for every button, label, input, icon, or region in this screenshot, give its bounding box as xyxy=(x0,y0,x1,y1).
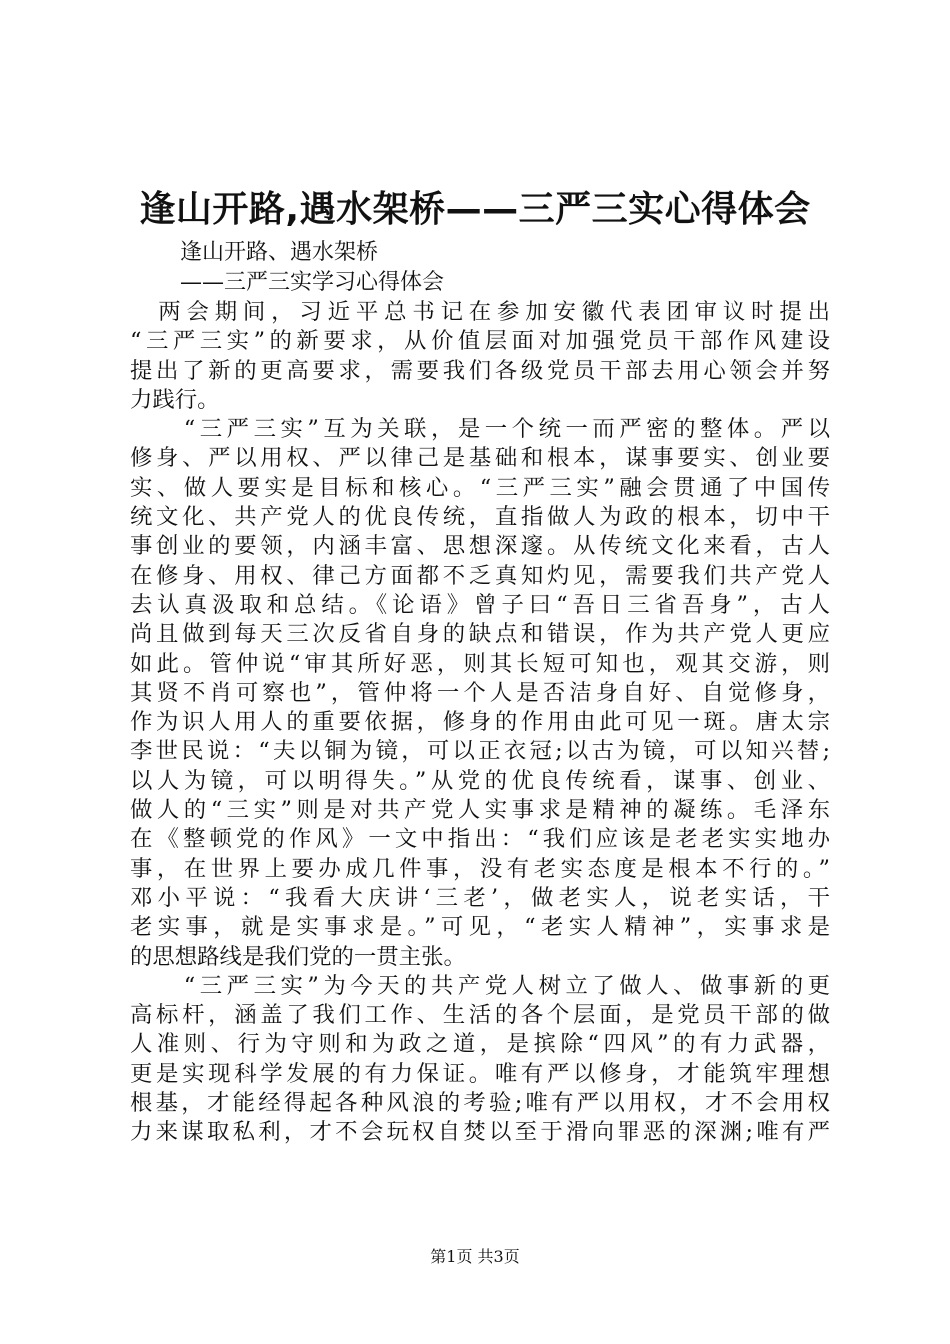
page-footer: 第1页 共3页 xyxy=(430,1247,520,1266)
body-text xyxy=(130,298,830,1148)
body-line: 在修身、用权、律己方面都不乏真知灼见，需要我们共产党人 xyxy=(130,562,830,589)
body-line: 修身、严以用权、严以律己是基础和根本，谋事要实、创业要 xyxy=(130,445,830,472)
subtitle-main: 逢山开路、遇水架桥 xyxy=(180,240,379,265)
body-line: 其贤不肖可察也”，管仲将一个人是否洁身自好、自觉修身， xyxy=(130,679,830,706)
body-line: 力践行。 xyxy=(130,386,220,413)
body-line: 人准则、行为守则和为政之道，是摈除“四风”的有力武器， xyxy=(130,1031,830,1058)
body-line: 统文化、共产党人的优良传统，直指做人为政的根本，切中干 xyxy=(130,504,830,531)
subtitle-secondary: ——三严三实学习心得体会 xyxy=(180,270,445,295)
body-line: 事，在世界上要办成几件事，没有老实态度是根本不行的。” xyxy=(130,855,830,882)
body-line: 如此。管仲说“审其所好恶，则其长短可知也，观其交游，则 xyxy=(130,650,830,677)
body-line: 两会期间，习近平总书记在参加安徽代表团审议时提出 xyxy=(130,299,830,325)
body-line: 事创业的要领，内涵丰富、思想深邃。从传统文化来看，古人 xyxy=(130,533,830,560)
body-line: “三严三实”的新要求，从价值层面对加强党员干部作风建设 xyxy=(130,328,830,355)
body-line: 实、做人要实是目标和核心。“三严三实”融会贯通了中国传 xyxy=(130,474,830,501)
body-line: 作为识人用人的重要依据，修身的作用由此可见一斑。唐太宗 xyxy=(130,709,830,736)
body-line: “三严三实”为今天的共产党人树立了做人、做事新的更 xyxy=(130,972,830,999)
body-line: 做人的“三实”则是对共产党人实事求是精神的凝练。毛泽东 xyxy=(130,797,830,824)
document-title: 逢山开路,遇水架桥——三严三实心得体会 xyxy=(139,189,811,230)
body-line: “三严三实”互为关联，是一个统一而严密的整体。严以 xyxy=(130,416,830,443)
body-line: 更是实现科学发展的有力保证。唯有严以修身，才能筑牢理想 xyxy=(130,1060,830,1087)
body-line: 尚且做到每天三次反省自身的缺点和错误，作为共产党人更应 xyxy=(130,621,830,648)
body-line: 的思想路线是我们党的一贯主张。 xyxy=(130,943,466,970)
body-line: 高标杆，涵盖了我们工作、生活的各个层面，是党员干部的做 xyxy=(130,1002,830,1029)
body-line: 老实事，就是实事求是。”可见，“老实人精神”，实事求是 xyxy=(130,914,830,941)
body-line: 根基，才能经得起各种风浪的考验;唯有严以用权，才不会用权 xyxy=(130,1090,830,1117)
body-line: 力来谋取私利，才不会玩权自焚以至于滑向罪恶的深渊;唯有严 xyxy=(130,1119,830,1146)
body-line: 以人为镜，可以明得失。”从党的优良传统看，谋事、创业、 xyxy=(130,767,830,794)
body-line: 邓小平说：“我看大庆讲‘三老’，做老实人，说老实话，干 xyxy=(130,884,830,911)
body-line: 李世民说：“夫以铜为镜，可以正衣冠;以古为镜，可以知兴替; xyxy=(130,738,830,765)
body-line: 在《整顿党的作风》一文中指出：“我们应该是老老实实地办 xyxy=(130,826,830,853)
body-line: 提出了新的更高要求，需要我们各级党员干部去用心领会并努 xyxy=(130,357,830,384)
body-line: 去认真汲取和总结。《论语》曾子曰“吾日三省吾身”，古人 xyxy=(130,591,830,618)
